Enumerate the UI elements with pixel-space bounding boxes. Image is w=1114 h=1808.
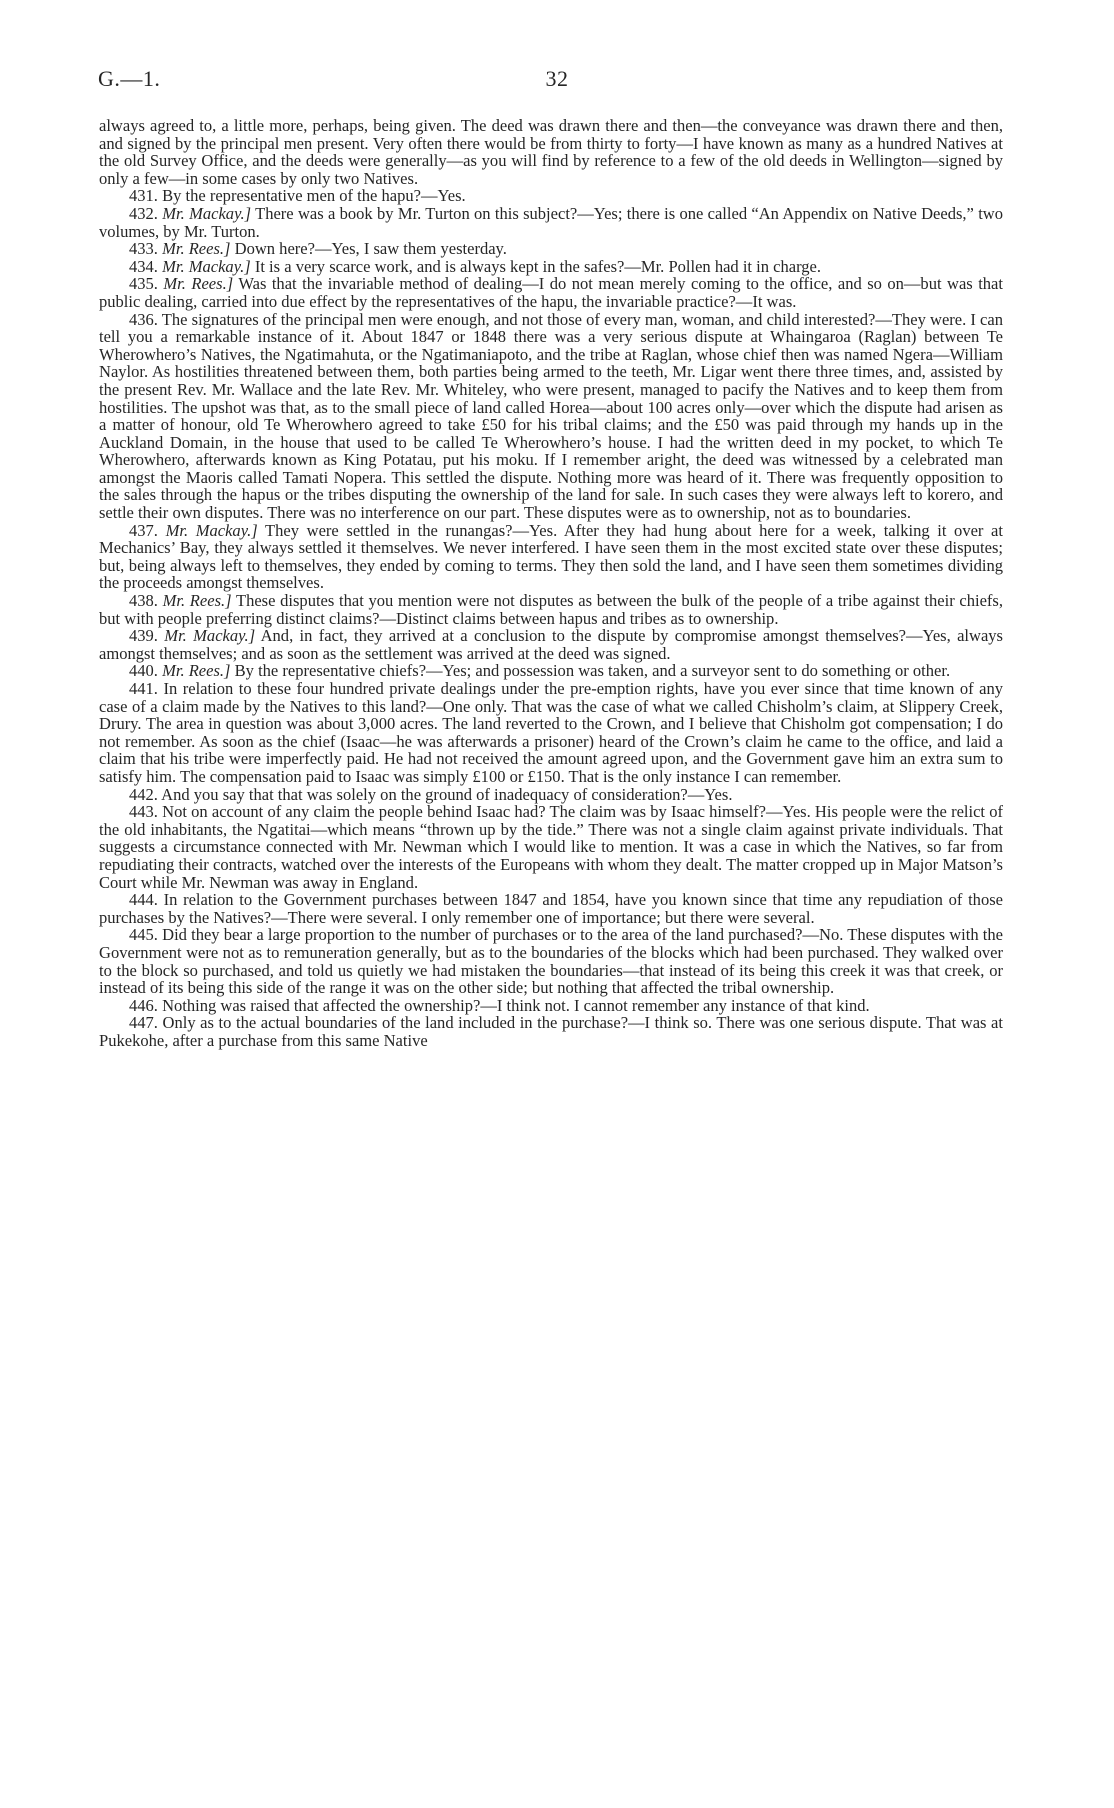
paragraph-text: There was a book by Mr. Turton on this subject?—Yes; there is one called “An Appendix on Native Deeds,” two volumes, by Mr. Turton. [99, 203, 1003, 241]
paragraph-text: It is a very scarce work, and is always kept in the safes?—Mr. Pollen had it in charge. [254, 256, 822, 276]
speaker-label: Mr. Rees.] [162, 239, 231, 259]
paragraph-text: The signatures of the principal men were enough, and not those of every man, woman, and child interested?—They were. I can tell you a remarkable instance of it. About 1847 or 1848 there was a very serious dispute at Whaingaroa (Raglan) between Te Wherowhero’s Natives, the Ngatimahuta, or the Ngatimaniapoto, and the tribe at Raglan, whose chief then was named Ngera—William Naylor. As hostilities threatened between them, both parties being armed to the teeth, Mr. Ligar went there three times, and, assisted by the present Rev. Mr. Wallace and the late Rev. Mr. Whiteley, who were present, managed to pacify the Natives and to keep them from hostilities. The upshot was that, as to the small piece of land called Horea—about 100 acres only—over which the dispute had arisen as a matter of honour, old Te Wherowhero agreed to take £50 for his tribal claims; and the £50 was paid through my hands up in the Auckland Domain, in the house that used to be called Te Wherowhero’s house. I had the written deed in my pocket, to which Te Wherowhero, afterwards known as King Potatau, put his moku. If I remember aright, the deed was witnessed by a celebrated man amongst the Maoris called Tamati Nopera. This settled the dispute. Nothing more was heard of it. There was frequently opposition to the sales through the hapus or the tribes disputing the ownership of the land for sale. In such cases they were always left to korero, and settle their own disputes. There was no interference on our part. These disputes were as to ownership, not as to boundaries. [99, 309, 1003, 523]
page-number: 32 [545, 66, 569, 91]
paragraph-text: Down here?—Yes, I saw them yesterday. [234, 239, 507, 259]
question-paragraph [99, 997, 1003, 1015]
evidence-text [99, 117, 1003, 1049]
document-reference: G.—1. [98, 66, 161, 91]
question-number: 444. [129, 890, 158, 910]
question-paragraph [99, 205, 1003, 240]
question-paragraph [99, 627, 1003, 662]
speaker-label: Mr. Mackay.] [162, 256, 251, 276]
speaker-label: Mr. Mackay.] [164, 626, 256, 646]
question-paragraph [99, 275, 1003, 310]
paragraph-text: They were settled in the runangas?—Yes. After they had hung about here for a week, talking it over at Mechanics’ Bay, they always settled it themselves. We never interfered. I have seen them in the most excited state over these disputes; but, being always left to themselves, they ended by coming to terms. They then sold the land, and I have seen them sometimes dividing the proceeds amongst themselves. [99, 520, 1003, 593]
paragraph-text: Not on account of any claim the people behind Isaac had? The claim was by Isaac himself?—Yes. His people were the relict of the old inhabitants, the Ngatitai—which means “thrown up by the tide.” There was not a single claim against private individuals. That suggests a circumstance connected with Mr. Newman which I would like to mention. It was a case in which the Natives, so far from repudiating their contracts, watched over the interests of the Europeans with whom they dealt. The matter cropped up in Major Matson’s Court while Mr. Newman was away in England. [99, 802, 1003, 892]
question-number: 436. [129, 309, 158, 329]
question-number: 438. [129, 591, 158, 611]
question-number: 446. [129, 995, 158, 1015]
question-paragraph [99, 680, 1003, 786]
question-number: 439. [129, 626, 158, 646]
page-header [98, 66, 1016, 96]
question-paragraph [99, 311, 1003, 522]
paragraph-text: These disputes that you mention were not disputes as between the bulk of the people of a tribe against their chiefs, but with people preferring distinct claims?—Distinct claims between hapus and tribes as to ownership. [99, 591, 1003, 628]
paragraph-text: Was that the invariable method of dealing—I do not mean merely coming to the office, and so on—but was that public dealing, carried into due effect by the representatives of the hapu, the invariable practice?—It was. [99, 274, 1003, 311]
paragraph-text: And, in fact, they arrived at a conclusion to the dispute by compromise amongst themselves?—Yes, always amongst themselves; and as soon as the settlement was arrived at the deed was signed. [99, 626, 1003, 663]
question-paragraph [99, 662, 1003, 680]
paragraph-text: Did they bear a large proportion to the number of purchases or to the area of the land purchased?—No. These disputes with the Government were not as to remuneration generally, but as to the boundaries of the blocks which had been purchased. They walked over to the block so purchased, and told us quietly we had mistaken the boundaries—that instead of its being this creek it was that creek, or instead of its being this side of the range it was on the other side; but nothing that affected the tribal ownership. [99, 925, 1003, 998]
paragraph-text: always agreed to, a little more, perhaps, being given. The deed was drawn there and then—the conveyance was drawn there and then, and signed by the principal men present. Very often there would be from thirty to forty—I have known as many as a hundred Natives at the old Survey Office, and the deeds were generally—as you will find by reference to a few of the old deeds in Wellington—signed by only a few—in some cases by only two Natives. [99, 116, 1003, 188]
speaker-label: Mr. Mackay.] [165, 520, 258, 540]
question-number: 445. [129, 925, 158, 945]
question-paragraph [99, 240, 1003, 258]
question-number: 441. [129, 679, 158, 698]
question-paragraph [99, 803, 1003, 891]
question-paragraph [99, 522, 1003, 592]
speaker-label: Mr. Rees.] [162, 661, 231, 681]
paragraph-text: Nothing was raised that affected the ownership?—I think not. I cannot remember any instance of that kind. [162, 995, 870, 1015]
question-paragraph [99, 891, 1003, 926]
speaker-label: Mr. Rees.] [162, 591, 232, 611]
question-number: 447. [129, 1013, 158, 1033]
paragraph-text: Only as to the actual boundaries of the land included in the purchase?—I think so. There was one serious dispute. That was at Pukekohe, after a purchase from this same Native [99, 1013, 1003, 1050]
question-paragraph [99, 187, 1003, 205]
paragraph-text: By the representative men of the hapu?—Yes. [162, 186, 466, 206]
paragraph-text: By the representative chiefs?—Yes; and possession was taken, and a surveyor sent to do something or other. [234, 661, 951, 681]
question-number: 434. [129, 256, 158, 276]
question-number: 440. [129, 661, 158, 681]
question-paragraph [99, 926, 1003, 996]
speaker-label: Mr. Rees.] [163, 274, 234, 294]
continued-paragraph [99, 117, 1003, 187]
question-number: 433. [129, 239, 158, 259]
question-paragraph [99, 592, 1003, 627]
question-number: 437. [129, 520, 158, 540]
question-number: 443. [129, 802, 158, 822]
speaker-label: Mr. Mackay.] [162, 203, 252, 223]
question-paragraph [99, 258, 1003, 276]
paragraph-text: And you say that that was solely on the ground of inadequacy of consideration?—Yes. [161, 784, 733, 804]
question-number: 442. [129, 784, 158, 804]
question-paragraph [99, 1014, 1003, 1049]
paragraph-text: In relation to these four hundred private dealings under the pre-emption rights, have you ever since that time known of any case of a claim made by the Natives to this land?—One only. That was the case of what we called Chisholm’s claim, at Slippery Creek, Drury. The area in question was about 3,000 acres. The land reverted to the Crown, and I believe that Chisholm got compensation; I do not remember. As soon as the chief (Isaac—he was afterwards a prisoner) heard of the Crown’s claim he came to the office, and laid a claim that his tribe were imperfectly paid. He had not received the amount agreed upon, and the Government gave him an extra sum to satisfy him. The compensation paid to Isaac was simply £100 or £150. That is the only instance I can remember. [99, 679, 1003, 786]
question-number: 431. [129, 186, 158, 206]
paragraph-text: In relation to the Government purchases between 1847 and 1854, have you known since that time any repudiation of those purchases by the Natives?—There were several. I only remember one of importance; but there were several. [99, 890, 1003, 927]
question-paragraph [99, 786, 1003, 804]
question-number: 435. [129, 274, 158, 294]
question-number: 432. [129, 203, 158, 223]
